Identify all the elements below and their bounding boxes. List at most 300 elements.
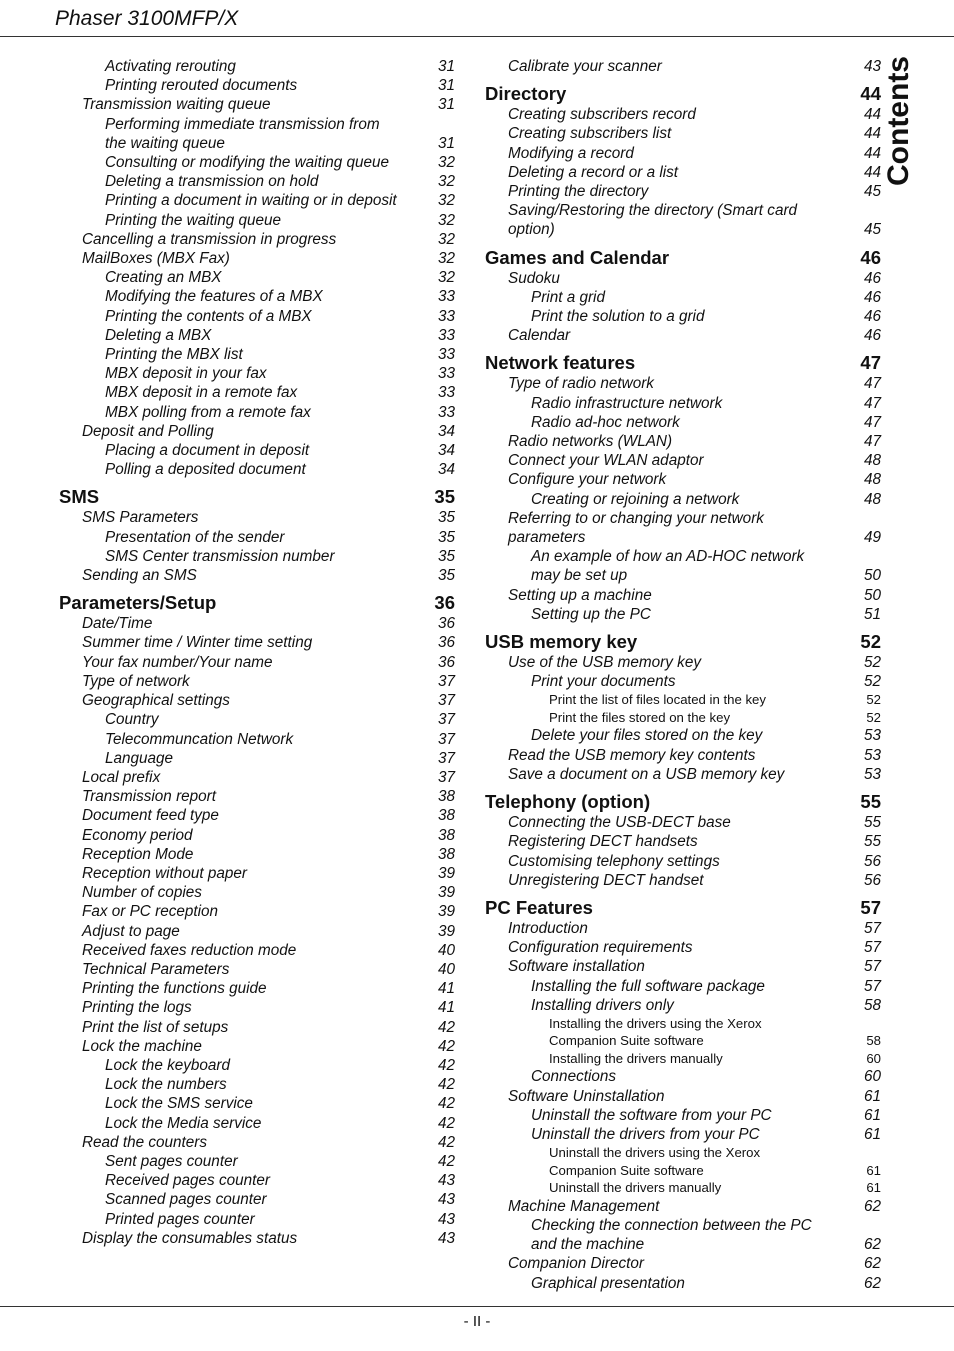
toc-section-heading <box>485 897 881 919</box>
toc-entry-page: 46 <box>863 288 881 306</box>
toc-entry-title: MBX polling from a remote fax <box>105 403 311 421</box>
toc-entry-page: 38 <box>437 788 455 806</box>
toc-entry-page: 34 <box>437 461 455 479</box>
toc-entry-title: Reception Mode <box>82 845 194 863</box>
toc-entry-title: Deleting a record or a list <box>508 163 679 181</box>
toc-entry-page: 52 <box>866 709 881 725</box>
toc-entry-title: Sending an SMS <box>82 567 197 585</box>
toc-entry <box>485 1197 881 1216</box>
toc-entry-title: Technical Parameters <box>82 960 230 978</box>
toc-entry-page: 48 <box>863 452 881 470</box>
toc-entry-page: 42 <box>437 1037 455 1055</box>
toc-entry-title: Placing a document in deposit <box>105 442 310 460</box>
toc-entry <box>485 124 881 143</box>
toc-entry-page: 33 <box>437 288 455 306</box>
toc-entry-page: 31 <box>437 96 455 114</box>
toc-entry-page: 36 <box>437 615 455 633</box>
toc-entry-title: Scanned pages counter <box>105 1191 267 1209</box>
toc-entry-title: Fax or PC reception <box>82 903 219 921</box>
toc-entry-page: 43 <box>863 58 881 75</box>
toc-entry <box>485 765 881 784</box>
toc-entry-title: Connecting the USB-DECT base <box>508 814 731 832</box>
toc-entry <box>59 883 455 902</box>
toc-entry-page: 38 <box>437 807 455 825</box>
toc-entry-page: 42 <box>437 1133 455 1151</box>
toc-entry-page: 48 <box>863 471 881 489</box>
toc-entry <box>485 726 881 745</box>
toc-entry-page: 53 <box>863 727 881 745</box>
toc-entry-title: Companion Director <box>508 1255 645 1273</box>
toc-entry-page: 57 <box>863 939 881 957</box>
toc-entry-page: 42 <box>437 1095 455 1113</box>
toc-entry <box>59 941 455 960</box>
toc-entry <box>59 672 455 691</box>
toc-entry <box>59 1056 455 1075</box>
toc-entry-title: Customising telephony settings <box>508 852 720 870</box>
toc-entry-title: Installing the drivers using the Xerox Companion Suite software <box>549 1015 762 1049</box>
toc-entry <box>59 76 455 95</box>
toc-entry <box>485 1125 881 1144</box>
toc-entry-page: 47 <box>863 433 881 451</box>
toc-entry <box>59 249 455 268</box>
toc-entry <box>485 432 881 451</box>
toc-entry-page: 35 <box>437 567 455 585</box>
toc-entry-page: 36 <box>434 592 455 614</box>
toc-entry-title: Printing the MBX list <box>105 346 243 364</box>
toc-entry-title: Configuration requirements <box>508 939 693 957</box>
toc-entry-page: 36 <box>437 653 455 671</box>
toc-entry-title: Deleting a MBX <box>105 326 212 344</box>
toc-entry-title: Performing immediate transmission from the waiting queue <box>105 115 380 152</box>
toc-entry-title: Number of copies <box>82 884 202 902</box>
toc-entry-title: Lock the numbers <box>105 1076 227 1094</box>
toc-entry-title: An example of how an AD-HOC network may be set up <box>531 548 805 585</box>
toc-entry-title: Saving/Restoring the directory (Smart card option) <box>508 202 798 239</box>
toc-entry-title: Cancelling a transmission in progress <box>82 230 337 248</box>
toc-entry <box>485 691 881 709</box>
toc-entry <box>485 182 881 201</box>
toc-entry-page: 43 <box>437 1210 455 1228</box>
toc-entry-page: 46 <box>863 327 881 345</box>
toc-entry-title: Read the counters <box>82 1133 208 1151</box>
toc-entry-page: 33 <box>437 307 455 325</box>
toc-entry <box>59 653 455 672</box>
toc-entry-page: 53 <box>863 765 881 783</box>
toc-entry-page: 55 <box>863 814 881 832</box>
toc-entry-title: PC Features <box>485 896 593 918</box>
toc-entry-page: 38 <box>437 826 455 844</box>
toc-entry <box>59 1229 455 1248</box>
header-rule <box>0 36 954 37</box>
toc-entry <box>59 364 455 383</box>
toc-entry-title: Printed pages counter <box>105 1210 255 1228</box>
toc-entry-page: 41 <box>437 980 455 998</box>
toc-entry-title: Radio ad-hoc network <box>531 413 680 431</box>
toc-entry-page: 37 <box>437 768 455 786</box>
toc-entry <box>485 413 881 432</box>
toc-entry <box>59 768 455 787</box>
toc-entry <box>485 653 881 672</box>
toc-entry-page: 33 <box>437 326 455 344</box>
toc-entry-title: Local prefix <box>82 768 161 786</box>
toc-entry <box>59 960 455 979</box>
toc-entry <box>485 201 881 239</box>
toc-entry-page: 47 <box>863 394 881 412</box>
toc-entry-title: Presentation of the sender <box>105 528 285 546</box>
toc-entry-page: 58 <box>863 996 881 1014</box>
toc-entry-title: Installing drivers only <box>531 996 674 1014</box>
toc-entry-title: Creating subscribers record <box>508 106 696 124</box>
toc-section-heading <box>485 631 881 653</box>
toc-entry <box>59 153 455 172</box>
toc-entry-page: 43 <box>437 1229 455 1247</box>
toc-entry-page: 61 <box>863 1126 881 1144</box>
toc-entry-page: 57 <box>863 977 881 995</box>
toc-entry <box>59 460 455 479</box>
toc-entry-page: 40 <box>437 941 455 959</box>
toc-entry <box>59 547 455 566</box>
toc-entry-page: 61 <box>863 1087 881 1105</box>
toc-entry-title: Setting up the PC <box>531 605 651 623</box>
toc-entry-page: 34 <box>437 422 455 440</box>
toc-entry-title: Unregistering DECT handset <box>508 871 704 889</box>
toc-entry <box>59 864 455 883</box>
toc-entry <box>485 938 881 957</box>
toc-entry-page: 34 <box>437 442 455 460</box>
toc-entry-title: Economy period <box>82 826 193 844</box>
toc-entry-page: 61 <box>866 1162 881 1178</box>
toc-entry-page: 56 <box>863 852 881 870</box>
toc-entry-title: Adjust to page <box>82 922 180 940</box>
toc-entry <box>59 403 455 422</box>
toc-entry-page: 56 <box>863 871 881 889</box>
toc-entry-title: Summer time / Winter time setting <box>82 634 313 652</box>
toc-entry-title: Sudoku <box>508 269 560 287</box>
toc-entry-page: 39 <box>437 884 455 902</box>
toc-entry-title: Configure your network <box>508 471 667 489</box>
toc-entry-page: 47 <box>860 352 881 374</box>
toc-entry-title: Telecommuncation Network <box>105 730 294 748</box>
toc-entry <box>59 1018 455 1037</box>
toc-entry-page: 61 <box>866 1180 881 1196</box>
toc-entry <box>59 979 455 998</box>
toc-entry-title: Modifying the features of a MBX <box>105 288 323 306</box>
toc-entry <box>59 1094 455 1113</box>
toc-entry <box>485 374 881 393</box>
toc-entry-title: Transmission report <box>82 788 217 806</box>
toc-entry-page: 37 <box>437 749 455 767</box>
toc-entry-page: 42 <box>437 1056 455 1074</box>
toc-entry-page: 43 <box>437 1191 455 1209</box>
toc-entry <box>59 845 455 864</box>
toc-entry-page: 60 <box>863 1068 881 1086</box>
toc-entry <box>485 871 881 890</box>
toc-entry <box>59 230 455 249</box>
toc-entry <box>485 547 881 585</box>
toc-entry-title: Lock the machine <box>82 1037 202 1055</box>
toc-entry-page: 44 <box>863 125 881 143</box>
toc-entry-title: SMS Parameters <box>82 509 199 527</box>
toc-entry-page: 47 <box>863 413 881 431</box>
toc-entry-page: 47 <box>863 375 881 393</box>
toc-section-heading <box>485 352 881 374</box>
toc-entry <box>59 307 455 326</box>
toc-entry-page: 31 <box>437 134 455 152</box>
toc-entry-title: Your fax number/Your name <box>82 653 273 671</box>
toc-entry-title: Lock the Media service <box>105 1114 262 1132</box>
toc-entry <box>485 586 881 605</box>
toc-entry-page: 62 <box>863 1197 881 1215</box>
toc-entry-page: 39 <box>437 864 455 882</box>
toc-entry-title: Connect your WLAN adaptor <box>508 452 704 470</box>
toc-entry-title: Polling a deposited document <box>105 461 306 479</box>
toc-entry <box>485 163 881 182</box>
toc-entry-page: 35 <box>437 509 455 527</box>
toc-entry <box>485 1015 881 1050</box>
toc-entry-title: Printing the contents of a MBX <box>105 307 312 325</box>
toc-entry <box>485 269 881 288</box>
toc-entry <box>485 1106 881 1125</box>
toc-entry-page: 46 <box>863 308 881 326</box>
toc-entry <box>485 1179 881 1197</box>
toc-entry-title: Date/Time <box>82 615 153 633</box>
toc-entry <box>485 813 881 832</box>
toc-entry <box>59 710 455 729</box>
toc-entry <box>485 957 881 976</box>
toc-section-heading <box>485 247 881 269</box>
toc-entry-title: Setting up a machine <box>508 586 652 604</box>
toc-entry-title: Sent pages counter <box>105 1152 238 1170</box>
toc-entry <box>485 144 881 163</box>
toc-entry <box>59 1037 455 1056</box>
toc-entry <box>485 605 881 624</box>
toc-section-heading <box>485 83 881 105</box>
toc-entry-page: 35 <box>437 547 455 565</box>
toc-entry-page: 50 <box>863 586 881 604</box>
toc-entry-title: Parameters/Setup <box>59 592 217 614</box>
toc-entry <box>59 998 455 1017</box>
toc-entry-title: Lock the keyboard <box>105 1056 231 1074</box>
toc-left-column <box>59 57 455 1248</box>
toc-entry-title: Received pages counter <box>105 1172 270 1190</box>
toc-entry <box>59 287 455 306</box>
toc-entry-title: Received faxes reduction mode <box>82 941 297 959</box>
toc-entry-page: 33 <box>437 403 455 421</box>
toc-entry-page: 52 <box>863 654 881 672</box>
toc-entry <box>485 832 881 851</box>
toc-entry <box>485 919 881 938</box>
toc-entry-page: 42 <box>437 1152 455 1170</box>
toc-entry-title: Calibrate your scanner <box>508 58 662 75</box>
toc-entry-page: 50 <box>863 567 881 585</box>
toc-entry-title: Deposit and Polling <box>82 422 214 440</box>
toc-entry <box>59 826 455 845</box>
toc-entry <box>485 307 881 326</box>
toc-entry-title: Print your documents <box>531 673 676 691</box>
toc-entry-title: Printing the logs <box>82 999 192 1017</box>
toc-entry-title: Type of radio network <box>508 375 654 393</box>
toc-entry-title: Uninstall the drivers from your PC <box>531 1126 760 1144</box>
toc-entry <box>485 509 881 547</box>
toc-entry <box>485 1144 881 1179</box>
toc-entry-page: 37 <box>437 672 455 690</box>
toc-entry-title: Print the list of setups <box>82 1018 229 1036</box>
toc-entry-page: 39 <box>437 922 455 940</box>
document-title: Phaser 3100MFP/X <box>55 7 239 30</box>
toc-entry-title: Modifying a record <box>508 144 634 162</box>
toc-entry-page: 52 <box>866 692 881 708</box>
toc-entry-page: 42 <box>437 1114 455 1132</box>
toc-entry-title: Country <box>105 711 159 729</box>
toc-entry-title: Uninstall the software from your PC <box>531 1106 772 1124</box>
toc-entry-title: Software Uninstallation <box>508 1087 665 1105</box>
toc-entry-title: Printing the directory <box>508 183 649 201</box>
toc-entry-title: Games and Calendar <box>485 246 670 268</box>
toc-entry <box>59 922 455 941</box>
toc-entry <box>59 345 455 364</box>
toc-entry <box>485 672 881 691</box>
toc-entry-page: 52 <box>860 631 881 653</box>
toc-entry-page: 44 <box>863 163 881 181</box>
toc-entry-page: 32 <box>437 173 455 191</box>
toc-entry <box>59 691 455 710</box>
toc-entry-title: Checking the connection between the PC and the machine <box>531 1216 812 1254</box>
toc-entry <box>485 470 881 489</box>
toc-entry <box>59 172 455 191</box>
toc-entry <box>485 57 881 76</box>
toc-entry-page: 37 <box>437 692 455 710</box>
toc-entry <box>485 490 881 509</box>
toc-entry-page: 38 <box>437 845 455 863</box>
toc-entry <box>485 1216 881 1254</box>
toc-entry-title: Uninstall the drivers using the Xerox Companion Suite software <box>549 1145 761 1178</box>
toc-entry-title: MailBoxes (MBX Fax) <box>82 250 230 268</box>
toc-entry <box>485 1087 881 1106</box>
toc-entry-title: Telephony (option) <box>485 791 651 813</box>
toc-entry-title: Directory <box>485 83 567 105</box>
toc-entry-title: Installing the drivers manually <box>549 1050 723 1066</box>
toc-entry-page: 49 <box>863 529 881 547</box>
toc-entry-page: 33 <box>437 346 455 364</box>
toc-entry <box>59 566 455 585</box>
toc-entry-page: 46 <box>860 246 881 268</box>
toc-entry-page: 37 <box>437 730 455 748</box>
toc-entry <box>59 1210 455 1229</box>
toc-entry <box>59 441 455 460</box>
toc-entry-page: 33 <box>437 384 455 402</box>
toc-entry-page: 62 <box>863 1236 881 1254</box>
toc-entry-page: 44 <box>863 144 881 162</box>
toc-entry <box>59 1190 455 1209</box>
toc-entry-page: 62 <box>863 1255 881 1273</box>
toc-entry-title: Creating subscribers list <box>508 125 672 143</box>
toc-entry-title: Uninstall the drivers manually <box>549 1180 722 1196</box>
toc-entry-title: Installing the full software package <box>531 977 765 995</box>
toc-entry-page: 43 <box>437 1172 455 1190</box>
toc-entry <box>59 1133 455 1152</box>
toc-entry-page: 32 <box>437 230 455 248</box>
toc-entry <box>485 105 881 124</box>
toc-entry <box>485 977 881 996</box>
footer-rule <box>0 1306 954 1307</box>
toc-entry <box>59 1114 455 1133</box>
toc-entry <box>59 422 455 441</box>
toc-entry <box>59 268 455 287</box>
toc-entry-title: Language <box>105 749 174 767</box>
toc-entry-title: Geographical settings <box>82 692 230 710</box>
toc-entry <box>485 451 881 470</box>
toc-entry-page: 32 <box>437 154 455 172</box>
toc-entry <box>485 1254 881 1273</box>
toc-entry-title: Read the USB memory key contents <box>508 746 756 764</box>
toc-entry <box>59 633 455 652</box>
toc-entry-title: Lock the SMS service <box>105 1095 253 1113</box>
toc-entry-title: Registering DECT handsets <box>508 833 698 851</box>
toc-entry <box>485 326 881 345</box>
toc-entry <box>59 115 455 153</box>
toc-entry-title: Introduction <box>508 919 588 937</box>
toc-entry-title: Printing the waiting queue <box>105 211 282 229</box>
toc-entry-title: Network features <box>485 352 636 374</box>
toc-entry-title: Creating or rejoining a network <box>531 490 740 508</box>
toc-entry <box>485 1274 881 1293</box>
toc-entry-page: 62 <box>863 1274 881 1292</box>
toc-entry-page: 52 <box>863 673 881 691</box>
toc-entry-page: 31 <box>437 58 455 75</box>
toc-entry-title: MBX deposit in your fax <box>105 365 267 383</box>
toc-entry-title: Radio networks (WLAN) <box>508 433 673 451</box>
toc-entry-page: 35 <box>437 528 455 546</box>
toc-entry-title: Radio infrastructure network <box>531 394 723 412</box>
toc-entry <box>59 95 455 114</box>
toc-entry-page: 57 <box>863 919 881 937</box>
toc-section-heading <box>485 791 881 813</box>
toc-entry-title: Print the files stored on the key <box>549 709 731 725</box>
contents-side-label: Contents <box>882 56 915 186</box>
toc-entry-page: 35 <box>434 486 455 508</box>
toc-entry-page: 61 <box>863 1106 881 1124</box>
toc-entry-page: 44 <box>863 106 881 124</box>
toc-entry <box>59 614 455 633</box>
toc-entry <box>485 288 881 307</box>
toc-entry-title: Use of the USB memory key <box>508 654 701 672</box>
toc-entry <box>59 902 455 921</box>
toc-entry <box>485 1050 881 1068</box>
toc-entry-page: 37 <box>437 711 455 729</box>
toc-entry-page: 55 <box>863 833 881 851</box>
toc-entry <box>59 1171 455 1190</box>
toc-entry-title: Printing a document in waiting or in deposit <box>105 192 397 210</box>
toc-entry-page: 32 <box>437 211 455 229</box>
toc-entry-title: Graphical presentation <box>531 1274 685 1292</box>
toc-entry <box>485 394 881 413</box>
toc-entry-title: SMS Center transmission number <box>105 547 335 565</box>
toc-entry-page: 33 <box>437 365 455 383</box>
toc-entry-title: Activating rerouting <box>105 58 236 75</box>
toc-entry-page: 32 <box>437 250 455 268</box>
toc-entry <box>59 57 455 76</box>
toc-entry <box>59 806 455 825</box>
toc-section-heading <box>59 592 455 614</box>
toc-entry-page: 58 <box>866 1033 881 1049</box>
toc-entry <box>485 852 881 871</box>
toc-entry-title: Calendar <box>508 327 571 345</box>
toc-entry-page: 31 <box>437 77 455 95</box>
toc-entry-title: Display the consumables status <box>82 1229 298 1247</box>
toc-entry <box>59 730 455 749</box>
toc-entry-title: SMS <box>59 486 100 508</box>
toc-entry <box>59 211 455 230</box>
